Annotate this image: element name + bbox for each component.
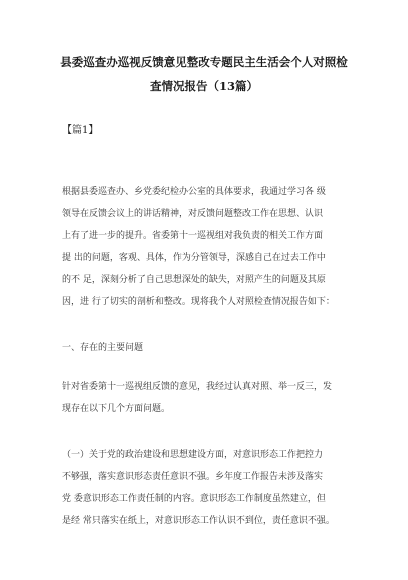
paragraph-line: 不够强，落实意识形态责任意识不强。乡年度工作报告未涉及落实 [62,472,324,482]
paragraph-line: 领导在反馈会议上的讲话精神，对反馈问题整改工作在思想、认识 [62,209,324,219]
document-title [52,50,356,98]
paragraph-line: 现存在以下几个方面问题。 [62,404,171,414]
paragraph-line: 是经 常只落实在纸上，对意识形态工作认识不到位，责任意识不强。 [62,516,335,526]
intro-paragraph [62,181,362,313]
paragraph-line: （一）关于党的政治建设和思想建设方面，对意识形态工作把控力 [62,450,324,460]
paragraph-line: 上有了进一步的提升。省委第十一巡视组对我负责的相关工作方面 [62,231,324,241]
political-paragraph [62,444,362,532]
paragraph-line: 针对省委第十一巡视组反馈的意见，我经过认真对照、举一反三，发 [62,382,333,392]
paragraph-line: 的不 足，深刻分析了自己思想深处的缺失，对照产生的问题及其原 [62,275,326,285]
paragraph-line: 根据县委巡查办、乡党委纪检办公室的具体要求，我通过学习各 级 [62,187,326,197]
title-line-2: 查情况报告（13篇） [149,79,258,93]
section-heading: 一、存在的主要问题 [62,343,144,353]
paragraph-line: 因，进 行了切实的剖析和整改。现将我个人对照检查情况报告如下： [62,297,335,307]
section-tag: 【篇1】 [62,125,99,136]
paragraph-line: 提 出的问题，客观、具体，作为分管领导，深感自己在过去工作中 [62,253,326,263]
title-line-1: 县委巡查办巡视反馈意见整改专题民主生活会个人对照检 [60,55,348,69]
problems-paragraph [62,376,362,420]
paragraph-line: 党 委意识形态工作责任制的内容。意识形态工作制度虽然建立，但 [62,494,326,504]
